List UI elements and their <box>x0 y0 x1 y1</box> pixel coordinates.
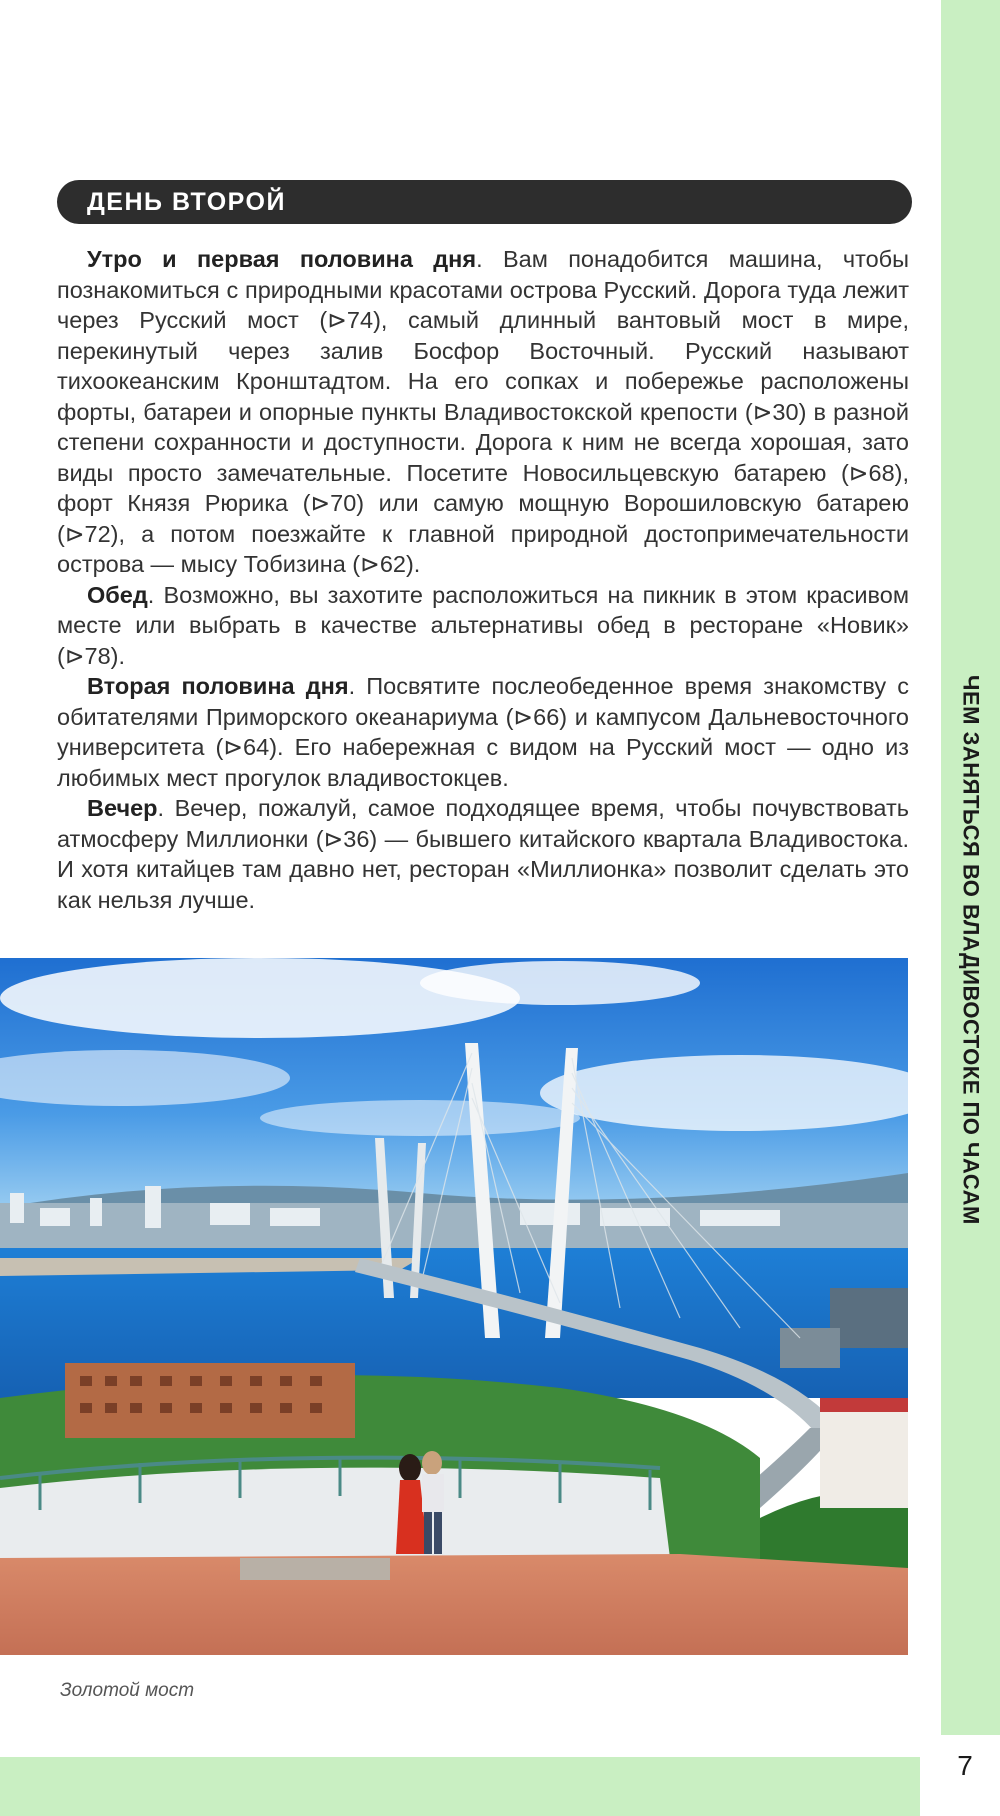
page-number: 7 <box>957 1750 973 1781</box>
paragraph-text: . Вечер, пожалуй, самое подходящее время, чтобы почувствовать атмосферу Миллионки (⊳36) — бывшего китайского квартала Владивостока. И хотя китайцев там давно нет, ресторан «Миллионка» позволит сделать это как нельзя лучше. <box>57 795 909 913</box>
paragraph-lead: Обед <box>87 581 148 608</box>
bottom-band <box>0 1757 920 1816</box>
paragraph-morning <box>57 244 909 580</box>
paragraph-lunch <box>57 580 909 672</box>
article-body <box>57 244 909 915</box>
paragraph-text: . Посвятите послеобеденное время знакомству с обитателями Приморского океанариума (⊳66) и кампусом Дальневосточного университета (⊳64). Его набережная с видом на Русский мост — одно из любимых мест прогулок владивостокцев. <box>57 673 910 791</box>
section-heading: ДЕНЬ ВТОРОЙ <box>87 187 286 216</box>
paragraph-evening <box>57 793 909 915</box>
side-tab-title <box>941 640 1000 1260</box>
paragraph-lead: Вторая половина дня <box>87 673 349 699</box>
section-heading-bar <box>57 180 912 224</box>
paragraph-lead: Вечер <box>87 795 158 821</box>
paragraph-text: . Вам понадобится машина, чтобы познакомиться с природными красотами острова Русский. Дорога туда лежит через Русский мост (⊳74), самый длинный вантовый мост в мире, перекинутый через залив Босфор Восточный. Русский называют тихоокеанским Кронштадтом. На его сопках и побережье расположены форты, батареи и опорные пункты Владивостокской крепости (⊳30) в разной степени сохранности и доступности. Дорога к ним не всегда хорошая, зато виды просто замечательные. Посетите Новосильцевскую батарею (⊳68), форт Князя Рюрика (⊳70) или самую мощную Ворошиловскую батарею (⊳72), а потом поезжайте к главной природной достопримечательности острова — мысу Тобизина (⊳62). <box>57 246 909 577</box>
paragraph-afternoon <box>57 671 909 793</box>
golden-bridge-photo <box>0 958 908 1655</box>
paragraph-lead: Утро и первая половина дня <box>87 246 477 272</box>
side-tab-title-text: ЧЕМ ЗАНЯТЬСЯ ВО ВЛАДИВОСТОКЕ ПО ЧАСАМ <box>958 675 984 1225</box>
photo-caption: Золотой мост <box>60 1680 195 1701</box>
paragraph-text: . Возможно, вы захотите расположиться на пикник в этом красивом месте или выбрать в качестве альтернативы обед в ресторане «Новик» (⊳78). <box>57 581 909 669</box>
